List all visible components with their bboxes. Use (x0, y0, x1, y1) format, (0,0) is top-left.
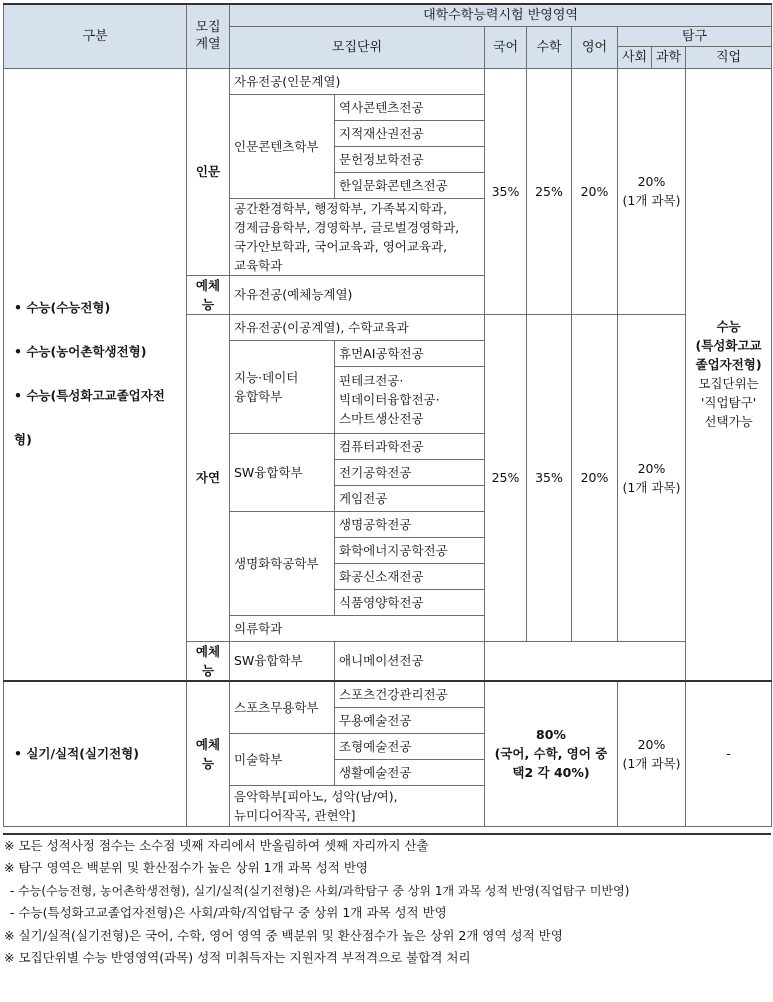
note-item: - 수능(수능전형, 농어촌학생전형), 실기/실적(실기전형)은 사회/과학탐구 중 상위 1개 과목 성적 반영(직업탐구 미반영) (10, 883, 630, 898)
unit-h-major: 지적재산권전공 (335, 120, 485, 146)
vocational-note (686, 68, 772, 681)
vocational-note-l5: '직업탐구' (700, 395, 757, 410)
unit-h-others-l2: 경제금융학부, 경영학부, 글로벌경영학과, (234, 219, 460, 235)
unit-h-others-l4: 교육학과 (234, 257, 283, 273)
s2-combined-detail1: (국어, 수학, 영어 중 (494, 746, 608, 761)
h-korean-pct: 35% (485, 68, 527, 314)
h-math-pct: 25% (527, 68, 572, 314)
group-label-rural: • 수능(농어촌학생전형) (14, 344, 147, 359)
unit-s2-major: 스포츠건강관리전공 (335, 681, 485, 708)
header-gubun: 구분 (4, 4, 187, 68)
unit-n-major: 생명공학전공 (335, 511, 485, 537)
s2-combined-value: 80% (536, 727, 566, 742)
group-suneung (4, 68, 187, 681)
header-vocational: 직업 (686, 46, 772, 68)
n-inquiry-count: (1개 과목) (622, 479, 681, 495)
h-inquiry-pct (618, 68, 686, 314)
unit-n-dept2: SW융합학부 (230, 433, 335, 511)
unit-h-dept1: 인문콘텐츠학부 (230, 94, 335, 198)
unit-s2-dept2: 미술학부 (230, 733, 335, 785)
s2-vocational: - (686, 681, 772, 827)
unit-n-major-l1: 핀테크전공· (339, 373, 404, 388)
unit-h-others (230, 198, 485, 275)
unit-n-major: 화학에너지공학전공 (335, 537, 485, 563)
unit-arts2-major: 애니메이션전공 (335, 641, 485, 681)
group-label-suneung: • 수능(수능전형) (14, 300, 111, 315)
header-inquiry: 탐구 (618, 26, 772, 46)
unit-h-major: 한일문화콘텐츠전공 (335, 172, 485, 198)
h-inquiry-count: (1개 과목) (622, 193, 681, 208)
unit-s2-major: 조형예술전공 (335, 733, 485, 759)
unit-h-free-major: 자유전공(인문계열) (230, 68, 485, 94)
unit-s2-dept1: 스포츠무용학부 (230, 681, 335, 734)
unit-n-other: 의류학과 (230, 615, 485, 641)
s2-inquiry-count: (1개 과목) (622, 755, 681, 771)
unit-arts-free-major: 자유전공(예체능계열) (230, 275, 485, 314)
unit-s2-major: 생활예술전공 (335, 759, 485, 785)
header-reflect-area: 대학수학능력시험 반영영역 (230, 4, 772, 26)
note-item: ※ 모든 성적사정 점수는 소수점 넷째 자리에서 반올림하여 셋째 자리까지 산출 (4, 837, 429, 853)
vocational-note-l6: 선택가능 (704, 414, 753, 429)
header-series (187, 4, 230, 68)
s2-combined-detail2: 택2 각 40%) (512, 765, 590, 780)
s2-inquiry-value: 20% (637, 736, 666, 752)
unit-n-dept1-l1: 지능·데이터 (234, 369, 299, 385)
vocational-note-l4: 모집단위는 (698, 376, 759, 391)
unit-h-others-l1: 공간환경학부, 행정학부, 가족복지학과, (234, 200, 448, 216)
header-series-line2: 계열 (195, 37, 221, 53)
unit-n-major: 화공신소재전공 (335, 563, 485, 589)
s2-combined-pct (485, 681, 618, 827)
header-social: 사회 (618, 46, 652, 68)
unit-n-dept1 (230, 340, 335, 433)
unit-s2-music (230, 785, 485, 826)
n-english-pct: 20% (572, 314, 618, 641)
s2-inquiry-pct (618, 681, 686, 827)
series-humanities: 인문 (187, 68, 230, 275)
n-korean-pct: 25% (485, 314, 527, 641)
unit-n-dept3: 생명화학공학부 (230, 511, 335, 615)
admission-table-wrapper (3, 3, 771, 970)
series-arts-2: 예체능 (187, 641, 230, 681)
note-item: ※ 모집단위별 수능 반영영역(과목) 성적 미취득자는 지원자격 부적격으로 불합격 처리 (4, 950, 471, 965)
h-english-pct: 20% (572, 68, 618, 314)
unit-n-major: 전기공학전공 (335, 459, 485, 485)
vocational-note-l2: (특성화고교 (695, 338, 762, 353)
unit-n-major: 식품영양학전공 (335, 589, 485, 615)
unit-n-major: 휴먼AI공학전공 (335, 340, 485, 366)
unit-arts2-dept: SW융합학부 (230, 641, 335, 681)
unit-h-others-l3: 국가안보학과, 국어교육과, 영어교육과, (234, 238, 448, 254)
header-korean: 국어 (485, 26, 527, 68)
series-natural: 자연 (187, 314, 230, 641)
group-practical: • 실기/실적(실기전형) (4, 681, 187, 827)
unit-h-major: 문헌정보학전공 (335, 146, 485, 172)
csat-reflection-table (3, 3, 772, 827)
unit-h-major: 역사콘텐츠전공 (335, 94, 485, 120)
vocational-note-l1: 수능 (716, 319, 741, 334)
unit-n-dept1-l2: 융합학부 (234, 388, 283, 404)
unit-s2-music-l1: 음악학부[피아노, 성악(남/여), (234, 788, 398, 804)
unit-n-major-multi (335, 366, 485, 433)
note-item: - 수능(특성화고교졸업자전형)은 사회/과학/직업탐구 중 상위 1개 과목 성적 반영 (10, 905, 447, 920)
header-unit: 모집단위 (230, 26, 485, 68)
unit-s2-major: 무용예술전공 (335, 707, 485, 733)
notes-section (3, 833, 771, 970)
n-math-pct: 35% (527, 314, 572, 641)
note-item: ※ 실기/실적(실기전형)은 국어, 수학, 영어 영역 중 백분위 및 환산점수가 높은 상위 2개 영역 성적 반영 (4, 927, 563, 943)
unit-n-major-l3: 스마트생산전공 (339, 411, 424, 426)
header-science: 과학 (652, 46, 686, 68)
header-english: 영어 (572, 26, 618, 68)
series-arts-1: 예체능 (187, 275, 230, 314)
unit-n-major: 게임전공 (335, 485, 485, 511)
header-series-line1: 모집 (195, 20, 221, 36)
unit-n-free-major: 자유전공(이공계열), 수학교육과 (230, 314, 485, 340)
series-arts-3: 예체능 (187, 681, 230, 827)
group-label-vocational-hs: • 수능(특성화고교졸업자전형) (14, 388, 165, 447)
n-inquiry-pct (618, 314, 686, 641)
note-item: ※ 탐구 영역은 백분위 및 환산점수가 높은 상위 1개 과목 성적 반영 (4, 860, 369, 875)
vocational-note-l3: 졸업자전형) (695, 357, 762, 372)
unit-s2-music-l2: 뉴미디어작곡, 관현악] (234, 807, 356, 823)
h-inquiry-value: 20% (637, 174, 666, 189)
unit-n-major: 컴퓨터과학전공 (335, 433, 485, 459)
unit-n-major-l2: 빅데이터융합전공· (339, 392, 440, 407)
header-math: 수학 (527, 26, 572, 68)
n-inquiry-value: 20% (637, 460, 666, 476)
